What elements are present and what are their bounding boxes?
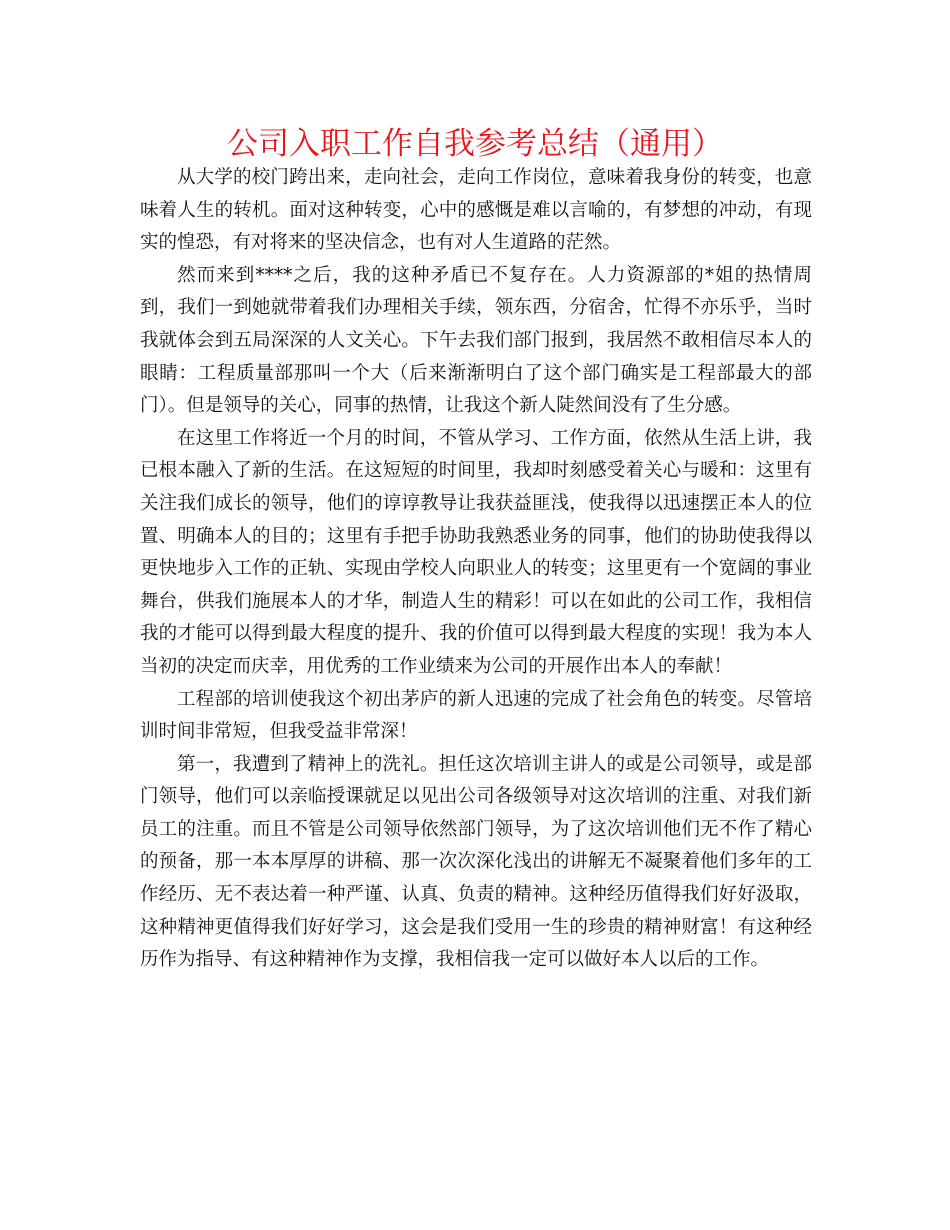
paragraph-1: 从大学的校门跨出来，走向社会，走向工作岗位，意味着我身份的转变，也意味着人生的转机。面对这种转变，心中的感慨是难以言喻的，有梦想的冲动，有现实的惶恐，有对将来的坚决信念，也有对人生道路的茫然。 xyxy=(140,167,812,254)
paragraph-4: 工程部的培训使我这个初出茅庐的新人迅速的完成了社会角色的转变。尽管培训时间非常短，但我受益非常深！ xyxy=(140,688,812,743)
paragraph-5: 第一，我遭到了精神上的洗礼。担任这次培训主讲人的或是公司领导，或是部门领导，他们可以亲临授课就足以见出公司各级领导对这次培训的注重、对我们新员工的注重。而且不管是公司领导依然部门领导，为了这次培训他们无不作了精心的预备，那一本本厚厚的讲稿、那一次次深化浅出的讲解无不凝聚着他们多年的工作经历、无不表达着一种严谨、认真、负责的精神。这种经历值得我们好好汲取，这种精神更值得我们好好学习，这会是我们受用一生的珍贵的精神财富！有这种经历作为指导、有这种精神作为支撑，我相信我一定可以做好本人以后的工作。 xyxy=(140,753,812,971)
paragraph-2: 然而来到****之后，我的这种矛盾已不复存在。人力资源部的*姐的热情周到，我们一到她就带着我们办理相关手续，领东西，分宿舍，忙得不亦乐乎，当时我就体会到五局深深的人文关心。下午去我们部门报到，我居然不敢相信尽本人的眼睛：工程质量部那叫一个大（后来渐渐明白了这个部门确实是工程部最大的部门）。但是领导的关心，同事的热情，让我这个新人陡然间没有了生分感。 xyxy=(140,264,812,417)
document-title: 公司入职工作自我参考总结（通用） xyxy=(227,126,723,162)
paragraph-3: 在这里工作将近一个月的时间，不管从学习、工作方面，依然从生活上讲，我已根本融入了新的生活。在这短短的时间里，我却时刻感受着关心与暖和：这里有关注我们成长的领导，他们的谆谆教导让我获益匪浅，使我得以迅速摆正本人的位置、明确本人的目的；这里有手把手协助我熟悉业务的同事，他们的协助使我得以更快地步入工作的正轨、实现由学校人向职业人的转变；这里更有一个宽阔的事业舞台，供我们施展本人的才华，制造人生的精彩！可以在如此的公司工作，我相信我的才能可以得到最大程度的提升、我的价值可以得到最大程度的实现！我为本人当初的决定而庆幸，用优秀的工作业绩来为公司的开展作出本人的奉献！ xyxy=(140,427,812,677)
document-body xyxy=(140,162,812,977)
